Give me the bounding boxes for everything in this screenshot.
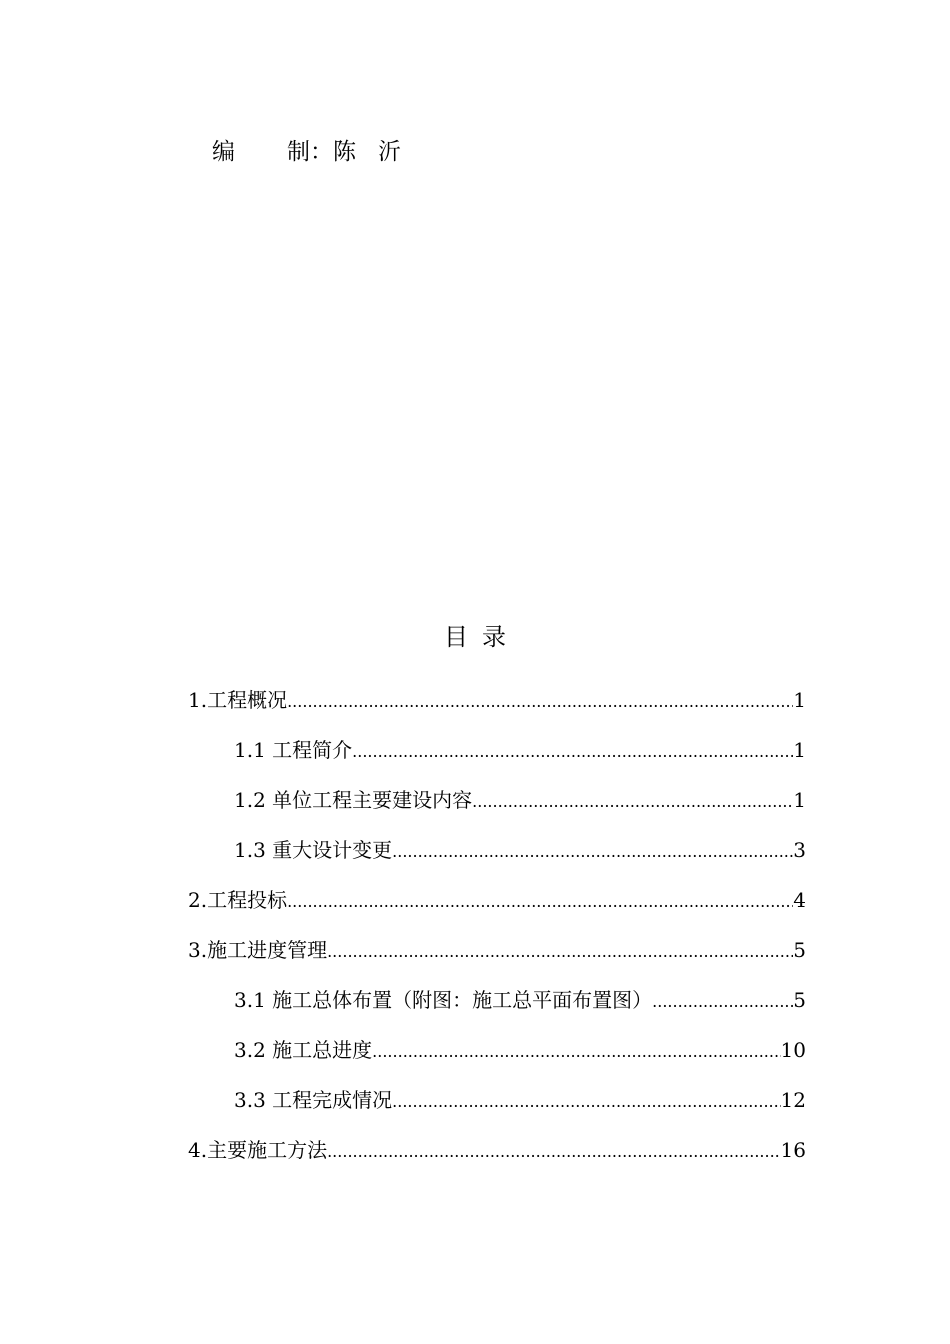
toc-page-number: 4 [793,888,806,912]
toc-page-number: 5 [793,988,806,1012]
compiler-label-part2: 制： [287,139,333,165]
toc-page-number: 16 [780,1138,806,1162]
toc-entry-text: 3.2 施工总进度 [234,1038,373,1062]
compiler-line [212,136,401,168]
toc-entry-text: 3.1 施工总体布置（附图：施工总平面布置图） [234,988,653,1012]
toc-entry-text: 1.2 单位工程主要建设内容 [234,788,473,812]
toc-entry-text: 4.主要施工方法 [188,1138,328,1162]
toc-dot-leader [652,986,793,1018]
compiler-name-part2: 沂 [378,139,401,165]
toc-entry-text: 1.1 工程简介 [234,738,353,762]
toc-entry-text: 3.施工进度管理 [188,938,328,962]
toc-title: 目录 [444,623,520,651]
toc-dot-leader [287,886,793,918]
toc-dot-leader [392,1086,780,1118]
toc-entry[interactable] [188,684,806,734]
toc-page-number: 1 [793,738,806,762]
toc-entry[interactable] [188,834,806,884]
toc-dot-leader [392,836,793,868]
toc-entry-text: 2.工程投标 [188,888,288,912]
toc-entry[interactable] [188,784,806,834]
toc-page-number: 12 [780,1088,806,1112]
toc-dot-leader [352,736,793,768]
toc-page-number: 3 [793,838,806,862]
toc-dot-leader [327,936,793,968]
table-of-contents [188,684,806,1184]
toc-dot-leader [472,786,793,818]
toc-entry[interactable] [188,984,806,1034]
toc-page-number: 10 [780,1038,806,1062]
compiler-label-part1: 编 [212,139,235,165]
toc-entry-text: 3.3 工程完成情况 [234,1088,393,1112]
toc-page-number: 1 [793,788,806,812]
toc-page-number: 5 [793,938,806,962]
toc-dot-leader [372,1036,780,1068]
toc-entry[interactable] [188,734,806,784]
toc-entry[interactable] [188,1084,806,1134]
toc-entry[interactable] [188,1134,806,1184]
toc-entry[interactable] [188,1034,806,1084]
toc-page-number: 1 [793,688,806,712]
toc-entry-text: 1.工程概况 [188,688,288,712]
compiler-name-part1: 陈 [333,139,356,165]
toc-dot-leader [287,686,793,718]
toc-entry[interactable] [188,884,806,934]
toc-entry-text: 1.3 重大设计变更 [234,838,393,862]
toc-dot-leader [327,1136,780,1168]
toc-entry[interactable] [188,934,806,984]
